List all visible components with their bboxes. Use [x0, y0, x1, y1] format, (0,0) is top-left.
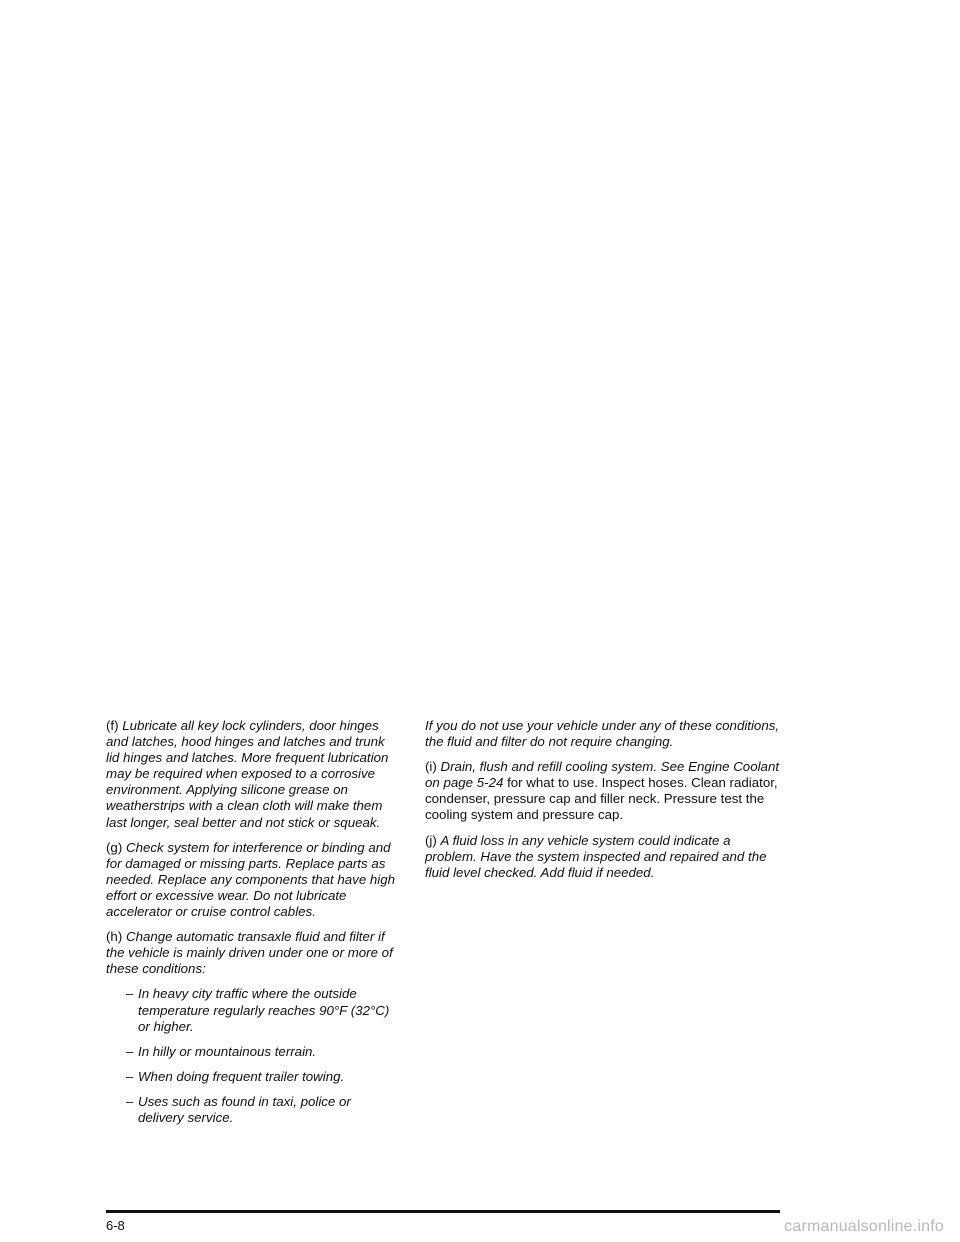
note-j-label: (j): [425, 832, 437, 848]
list-item: – In heavy city traffic where the outside temperature regularly reaches 90°F (32°C) or higher.: [126, 986, 390, 1034]
condition-list: [106, 986, 398, 1126]
dash-icon: –: [126, 986, 134, 1002]
note-h: [106, 929, 398, 977]
watermark: carmanualsonline.info: [784, 1218, 944, 1235]
note-h-continued: If you do not use your vehicle under any of these conditions, the fluid and filter do not require changing.: [425, 718, 780, 750]
right-column: [425, 718, 780, 890]
note-f: [106, 718, 398, 831]
note-h-label: (h): [106, 929, 123, 945]
note-g-text: Check system for interference or binding and for damaged or missing parts. Replace parts as needed. Replace any components that have high effort or excessive wear. Do not lubricate accelerator or cruise control cables.: [106, 839, 396, 920]
note-g: [106, 840, 398, 920]
note-h-text: Change automatic transaxle fluid and filter if the vehicle is mainly driven under one or more of these conditions:: [106, 929, 393, 977]
note-i-italic-text: Drain, flush and refill cooling system. See Engine Coolant on page 5-24: [425, 759, 780, 791]
note-f-text: Lubricate all key lock cylinders, door hinges and latches, hood hinges and latches and trunk lid hinges and latches. More frequent lubrication may be required when exposed to a corrosive environment. Applying silicone grease on weatherstrips with a clean cloth will make them last longer, seal better and not stick or squeak.: [106, 718, 389, 830]
note-j: [425, 833, 780, 881]
page-number: 6-8: [106, 1218, 125, 1233]
dash-icon: –: [126, 1043, 134, 1059]
list-item: – Uses such as found in taxi, police or delivery service.: [126, 1093, 351, 1125]
note-g-label: (g): [106, 839, 123, 855]
list-item: – When doing frequent trailer towing.: [126, 1068, 345, 1084]
note-i-plain-text: for what to use. Inspect hoses. Clean radiator, condenser, pressure cap and filler neck. Pressure test the cooling system and pressure cap.: [425, 775, 778, 823]
left-column: [106, 718, 398, 1135]
list-item: – In hilly or mountainous terrain.: [126, 1043, 317, 1059]
dash-icon: –: [126, 1093, 134, 1109]
note-j-text: A fluid loss in any vehicle system could indicate a problem. Have the system inspected and repaired and the fluid level checked. Add fluid if needed.: [425, 832, 767, 880]
dash-icon: –: [126, 1068, 134, 1084]
note-i: [425, 759, 780, 823]
note-f-label: (f): [106, 718, 119, 733]
note-i-label: (i): [425, 759, 437, 775]
footer-rule: [106, 1210, 780, 1213]
